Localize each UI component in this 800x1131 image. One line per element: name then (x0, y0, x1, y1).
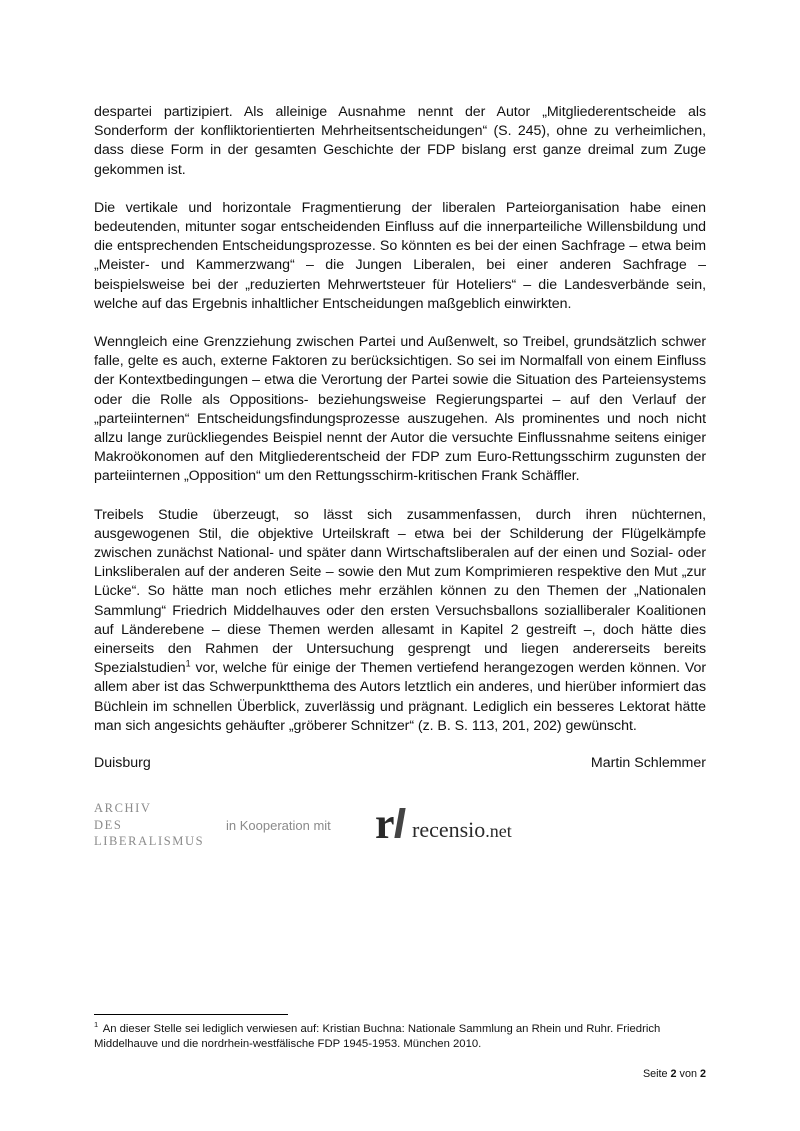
recensio-slash-icon (394, 808, 405, 838)
footnote-reference[interactable]: 1 (185, 658, 191, 669)
signature-author: Martin Schlemmer (590, 755, 706, 772)
archiv-liberalismus-logo (94, 800, 204, 850)
signature-place: Duisburg (94, 755, 151, 772)
paragraph-text: Treibels Studie überzeugt, so lässt sich zusammenfassen, durch ihren nüchternen, ausgewogenen Stil, die objektive Urteilskraft – etwa bei der Schilderung der Flügelkämpfe zwischen zunächst National- und später dann Wirtschaftsliberalen auf der einen und Sozial- oder Linksliberalen auf der anderen Seite – sowie den Mut zum Komprimieren respektive den Mut „zur Lücke“. So hätte man noch etliches mehr erzählen können zu den Themen der „Nationalen Sammlung“ Friedrich Middelhauves oder den ersten Versuchsballons sozialliberaler Koalitionen auf Länderebene – diese Themen werden allesamt in Kapitel 2 gestreift –, doch hätte dies einerseits den Rahmen der Untersuchung gesprengt und liegen andererseits bereits Spezialstudien (94, 506, 706, 677)
logo-line: LIBERALISMUS (94, 834, 205, 848)
paragraph (94, 506, 706, 736)
page-prefix: Seite (642, 1068, 671, 1080)
paragraph: Wenngleich eine Grenzziehung zwischen Partei und Außenwelt, so Treibel, grundsätzlich schwer falle, gelte es auch, externe Faktoren zu berücksichtigen. So sei im Normalfall von einem Einfluss der Kontextbedingungen – etwa die Verortung der Partei sowie die Situation des Parteiensystems oder die Rolle als Oppositions- beziehungsweise Regierungspartei – auf den Verlauf der „parteiinternen“ Entscheidungsfindungsprozesse auszugehen. Als prominentes und noch nicht allzu lange zurückliegendes Beispiel nennt der Autor die versuchte Einflussnahme seitens einiger Makroökonomen auf den Mitgliederentscheid der FDP zum Euro-Rettungsschirm zugunsten der parteiinternen „Opposition“ um den Rettungsschirm-kritischen Frank Schäffler. (94, 334, 706, 485)
recensio-name: recensio (412, 817, 486, 842)
logo-line: ARCHIV (94, 801, 152, 815)
paragraph-text: vor, welche für einige der Themen vertiefend herangezogen werden können. Vor allem aber ist das Schwerpunktthema des Autors letztlich ein anderes, und hierüber informiert das Büchlein im schnellen Überblick, zuverlässig und prägnant. Lediglich ein besseres Lektorat hätte man sich angesichts gehäufter „gröberer Schnitzer“ (z. B. S. 113, 201, 202) gewünscht. (94, 660, 706, 734)
page-current: 2 (670, 1068, 677, 1080)
page-middle: von (676, 1068, 700, 1080)
recensio-tld: .net (485, 821, 512, 841)
page-total: 2 (699, 1068, 706, 1080)
footnote (94, 1022, 706, 1052)
signature-line (94, 755, 706, 771)
footnote-number: 1 (94, 1020, 99, 1030)
recensio-logo (412, 817, 512, 843)
footnote-separator (94, 1014, 288, 1015)
cooperation-label: in Kooperation mit (226, 818, 331, 833)
logo-line: DES (94, 817, 123, 832)
page-number (643, 1068, 706, 1080)
logo-bar (94, 800, 706, 860)
recensio-r-icon: r (375, 799, 395, 848)
paragraph: despartei partizipiert. Als alleinige Ausnahme nennt der Autor „Mitgliederentscheide als Sonderform der konfliktorientierten Mehrheitsentscheidungen“ (S. 245), ohne zu verheimlichen, dass diese Form in der gesamten Geschichte der FDP bislang erst ganze dreimal zum Zuge gekommen ist. (94, 104, 706, 178)
document-body (94, 103, 706, 771)
footnote-text: An dieser Stelle sei lediglich verwiesen auf: Kristian Buchna: Nationale Sammlung an Rhein und Ruhr. Friedrich Middelhauve und die nordrhein-westfälische FDP 1945-1953. München 2010. (94, 1023, 661, 1050)
paragraph: Die vertikale und horizontale Fragmentierung der liberalen Parteiorganisation habe einen bedeutenden, mitunter sogar entscheidenden Einfluss auf die innerparteiliche Willensbildung und die entsprechenden Entscheidungsprozesse. So könnten es bei der einen Sachfrage – etwa beim „Meister- und Kammerzwang“ – die Jungen Liberalen, bei einer anderen Sachfrage – beispielsweise bei der „reduzierten Mehrwertsteuer für Hoteliers“ – die Landesverbände sein, welche auf das Ergebnis inhaltlicher Entscheidungen maßgeblich einwirkten. (94, 199, 706, 312)
